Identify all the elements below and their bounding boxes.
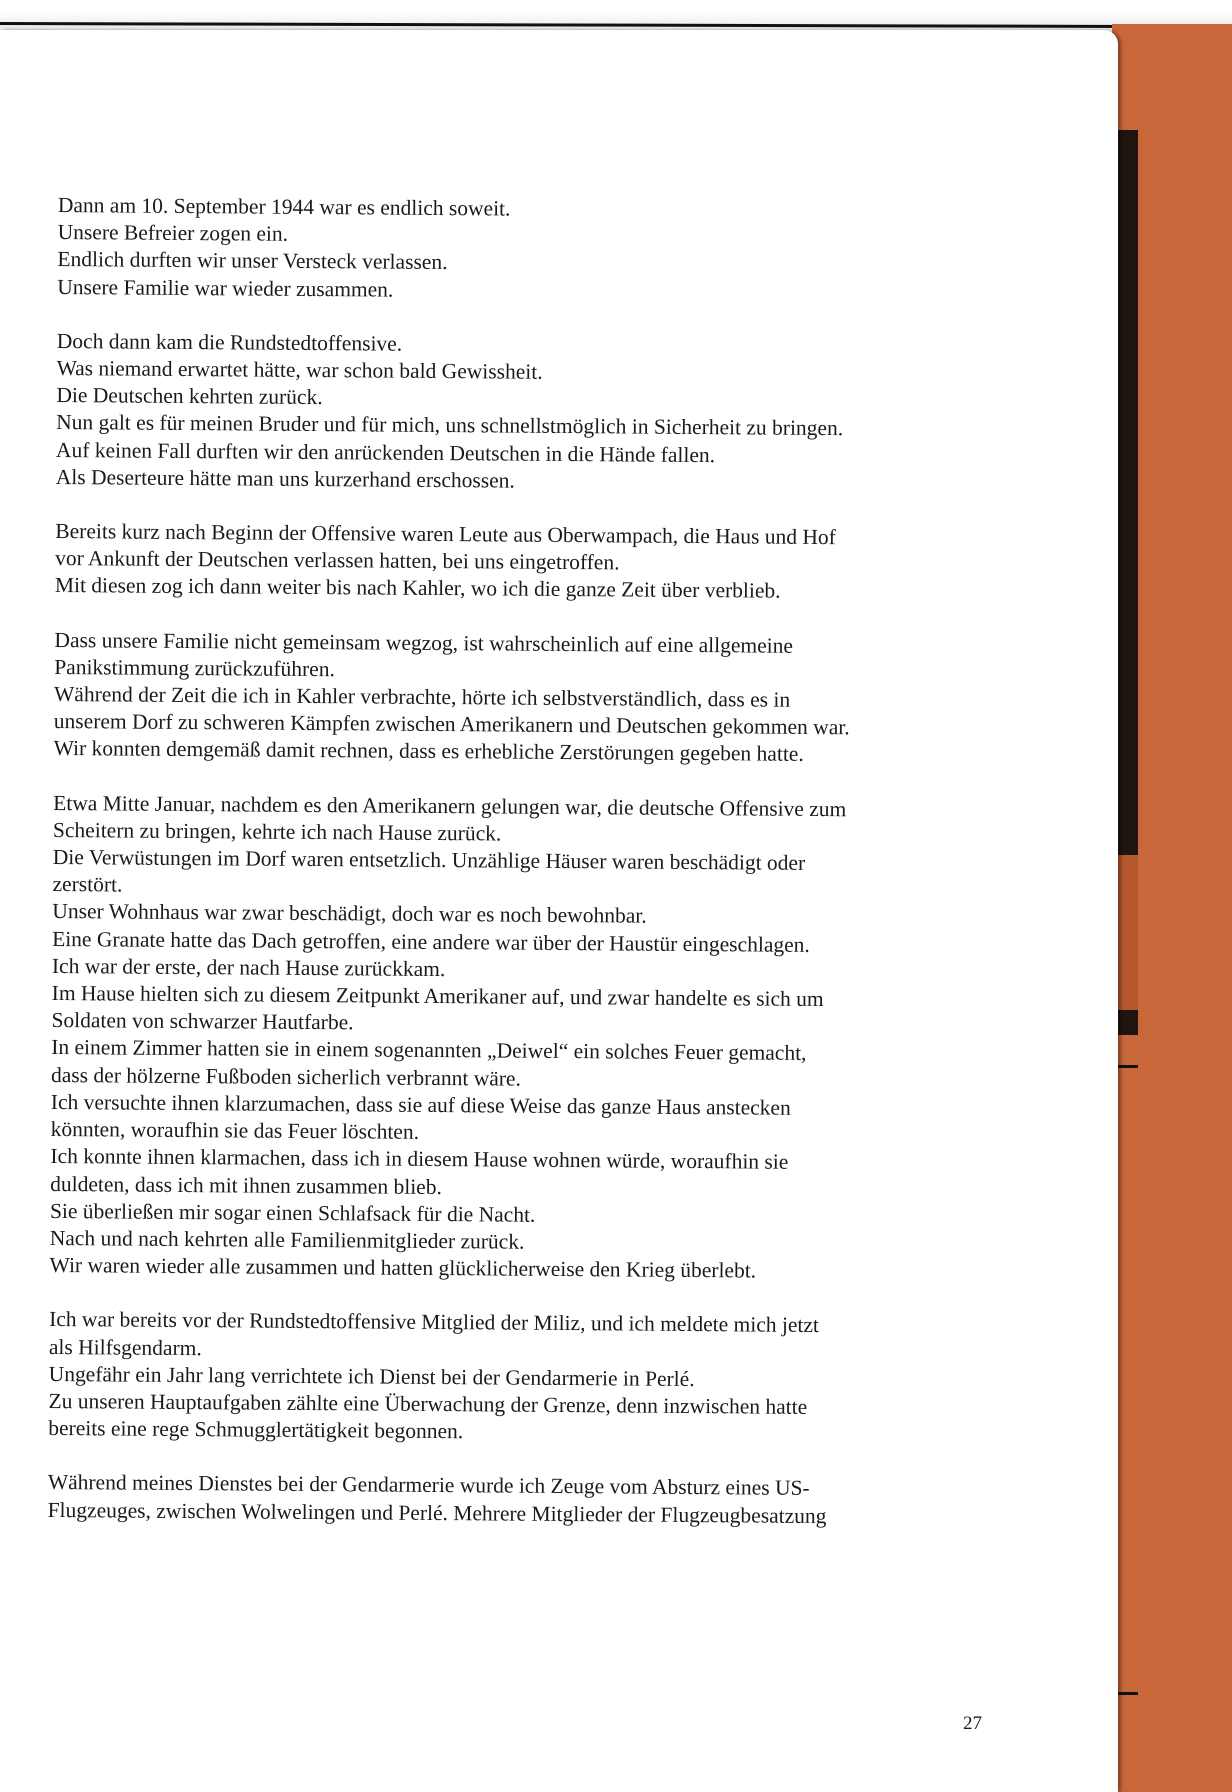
paragraph xyxy=(56,328,1007,499)
text-line: Zu unseren Hauptaufgaben zählte eine Überwachung der Grenze, denn inzwischen hatte xyxy=(48,1388,808,1419)
text-line: Auf keinen Fall durften wir den anrückenden Deutschen in die Hände fallen. xyxy=(55,437,716,467)
text-line: Etwa Mitte Januar, nachdem es den Amerikanern gelungen war, die deutsche Offensive zum xyxy=(53,790,847,821)
text-line: Mit diesen zog ich dann weiter bis nach Kahler, wo ich die ganze Zeit über verblieb. xyxy=(54,573,781,604)
text-line: als Hilfsgendarm. xyxy=(48,1334,202,1360)
text-line: Scheitern zu bringen, kehrte ich nach Hause zurück. xyxy=(52,817,502,846)
text-line: Doch dann kam die Rundstedtoffensive. xyxy=(56,328,403,356)
text-line: Sie überließen mir sogar einen Schlafsack für die Nacht. xyxy=(49,1198,536,1227)
text-line: Wir waren wieder alle zusammen und hatten glücklicherweise den Krieg überlebt. xyxy=(49,1253,757,1283)
text-line: Im Hause hielten sich zu diesem Zeitpunkt Amerikaner auf, und zwar handelte es sich um xyxy=(51,981,824,1012)
text-line: vor Ankunft der Deutschen verlassen hatten, bei uns eingetroffen. xyxy=(55,546,620,575)
paragraph xyxy=(48,1306,999,1449)
paragraph xyxy=(48,1469,998,1531)
text-line: Ungefähr ein Jahr lang verrichtete ich Dienst bei der Gendarmerie in Perlé. xyxy=(48,1361,695,1391)
text-line: Eine Granate hatte das Dach getroffen, eine andere war über der Haustür eingeschlagen. xyxy=(52,926,810,957)
text-line: Während der Zeit die ich in Kahler verbrachte, hörte ich selbstverständlich, dass es in xyxy=(53,682,791,712)
text-line: zerstört. xyxy=(52,872,123,897)
paragraph xyxy=(55,518,1006,607)
paragraph xyxy=(54,627,1005,770)
text-line: Panikstimmung zurückzuführen. xyxy=(54,654,335,682)
text-line: Endlich durften wir unser Versteck verlassen. xyxy=(57,247,448,275)
text-line: Ich war bereits vor der Rundstedtoffensive Mitglied der Miliz, und ich meldete mich jetzt xyxy=(49,1307,820,1338)
text-line: duldeten, dass ich mit ihnen zusammen blieb. xyxy=(50,1171,442,1199)
text-line: Als Deserteure hätte man uns kurzerhand erschossen. xyxy=(55,464,515,493)
page-number: 27 xyxy=(963,1713,982,1734)
text-line: Nach und nach kehrten alle Familienmitglieder zurück. xyxy=(49,1225,525,1254)
text-line: Unsere Familie war wieder zusammen. xyxy=(57,274,394,302)
text-line: Die Verwüstungen im Dorf waren entsetzlich. Unzählige Häuser waren beschädigt oder xyxy=(52,845,806,875)
paragraph xyxy=(49,790,1003,1287)
text-line: könnten, woraufhin sie das Feuer löschten. xyxy=(50,1117,420,1144)
text-line: Soldaten von schwarzer Hautfarbe. xyxy=(51,1008,354,1035)
text-line: Wir konnten demgemäß damit rechnen, dass es erhebliche Zerstörungen gegeben hatte. xyxy=(53,736,804,767)
text-line: Dass unsere Familie nicht gemeinsam wegzog, ist wahrscheinlich auf eine allgemeine xyxy=(54,627,794,658)
page-sheet xyxy=(0,30,1118,1792)
text-line: Was niemand erwartet hätte, war schon bald Gewissheit. xyxy=(56,356,543,384)
paragraph xyxy=(57,192,1008,308)
text-line: Ich war der erste, der nach Hause zurückkam. xyxy=(51,953,446,981)
text-line: bereits eine rege Schmugglertätigkeit begonnen. xyxy=(48,1416,464,1444)
text-line: Unser Wohnhaus war zwar beschädigt, doch war es noch bewohnbar. xyxy=(52,899,647,929)
text-line: Dann am 10. September 1944 war es endlich soweit. xyxy=(57,192,511,221)
text-line: Nun galt es für meinen Bruder und für mich, uns schnellstmöglich in Sicherheit zu bringen. xyxy=(56,410,844,441)
text-line: Ich konnte ihnen klarmachen, dass ich in diesem Hause wohnen würde, woraufhin sie xyxy=(50,1144,789,1175)
text-line: Während meines Dienstes bei der Gendarmerie wurde ich Zeuge vom Absturz eines US- xyxy=(47,1470,810,1501)
text-line: Ich versuchte ihnen klarzumachen, dass sie auf diese Weise das ganze Haus anstecken xyxy=(50,1089,791,1120)
text-line: In einem Zimmer hatten sie in einem sogenannten „Deiwel“ ein solches Feuer gemacht, xyxy=(51,1035,807,1066)
text-line: dass der hölzerne Fußboden sicherlich verbrannt wäre. xyxy=(50,1062,521,1091)
body-text xyxy=(47,192,1008,1558)
text-line: Unsere Befreier zogen ein. xyxy=(57,220,289,247)
text-line: Die Deutschen kehrten zurück. xyxy=(56,383,323,410)
text-line: Flugzeuges, zwischen Wolwelingen und Perlé. Mehrere Mitglieder der Flugzeugbesatzung xyxy=(47,1497,827,1528)
text-line: unserem Dorf zu schweren Kämpfen zwischen Amerikanern und Deutschen gekommen war. xyxy=(53,709,850,740)
text-line: Bereits kurz nach Beginn der Offensive waren Leute aus Oberwampach, die Haus und Hof xyxy=(55,519,836,550)
